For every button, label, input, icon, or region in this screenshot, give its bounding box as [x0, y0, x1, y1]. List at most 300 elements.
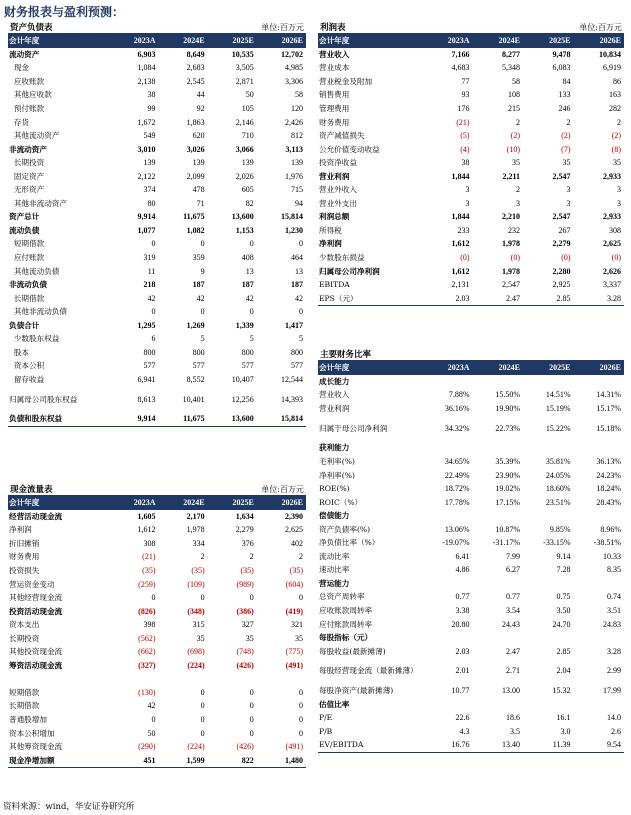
cell-value: 3,505	[235, 63, 254, 73]
cell-value: 14.51%	[545, 390, 571, 400]
cash-flow-title: 现金流量表	[10, 485, 53, 495]
cell-value: 2,170	[186, 511, 205, 521]
cell-value	[573, 509, 624, 523]
table-row	[318, 496, 624, 510]
table-row	[318, 116, 624, 130]
cell-value: 451	[143, 755, 156, 765]
cell-value: (35)	[142, 565, 156, 575]
table-row	[8, 713, 306, 727]
row-label: 净利率(%)	[319, 470, 355, 480]
row-label: 利润总额	[319, 212, 350, 222]
cell-value: 2,279	[552, 239, 571, 249]
cell-value: 16.76	[451, 740, 470, 750]
cell-value: 23.90%	[495, 470, 520, 480]
column-header-year: 2023A	[422, 361, 472, 375]
cell-value	[257, 673, 306, 687]
cell-value: 800	[291, 347, 303, 357]
cell-value: 1,599	[186, 755, 205, 765]
cell-value: 2,279	[235, 525, 254, 535]
cell-value: 17.78%	[444, 497, 470, 507]
income-statement-unit: 单位:百万元	[579, 23, 622, 32]
cell-value: 0	[249, 728, 254, 738]
column-header-year: 2025E	[523, 34, 573, 48]
row-label: 经营活动现金流	[9, 511, 63, 521]
cell-value: 139	[291, 158, 303, 168]
cell-value: 0	[200, 728, 205, 738]
table-row	[318, 224, 624, 238]
cell-value: 0	[200, 687, 205, 697]
table-row	[8, 564, 306, 578]
cell-value: 105	[241, 103, 254, 113]
cell-value: 5,348	[502, 63, 520, 73]
cell-value: 577	[241, 361, 254, 371]
cell-value: 710	[241, 131, 254, 141]
column-header-year: 2023A	[422, 34, 472, 48]
row-label: 少数股东权益	[9, 334, 60, 344]
table-row	[318, 536, 624, 550]
cell-value: 18.24%	[596, 484, 621, 494]
row-label: 长期借款	[9, 701, 40, 711]
row-label: P/B	[319, 726, 333, 736]
row-label: 营运能力	[319, 578, 350, 588]
table-row	[318, 89, 624, 103]
table-row	[318, 658, 624, 684]
row-label: 营业成本	[319, 63, 350, 73]
cell-value: 8,552	[186, 374, 205, 384]
cell-value: 0	[299, 714, 303, 724]
cell-value: 10,834	[599, 49, 621, 59]
cell-value: 0	[299, 701, 303, 711]
row-label: EPS（元）	[319, 293, 358, 303]
table-row	[8, 659, 306, 673]
cell-value: 77	[461, 76, 470, 86]
cell-value: 187	[241, 280, 254, 290]
table-row	[318, 577, 624, 591]
column-header-year: 2026E	[573, 34, 624, 48]
cash-flow-header-row	[8, 496, 306, 510]
cell-value: (4)	[460, 144, 470, 154]
row-label: 净利润	[9, 525, 32, 535]
table-row	[318, 455, 624, 469]
row-label: 净利润	[319, 239, 342, 249]
cell-value: 8.96%	[600, 524, 621, 534]
cell-value: 2,933	[603, 171, 621, 181]
cell-value: 715	[291, 185, 303, 195]
cell-value	[523, 442, 573, 456]
cell-value: 3.38	[455, 605, 470, 615]
table-row	[8, 510, 306, 524]
row-label: 每股指标（元）	[319, 633, 373, 643]
row-label: 偿债能力	[319, 511, 350, 521]
cell-value: 3,113	[285, 144, 303, 154]
table-row	[8, 156, 306, 170]
cell-value: (2)	[510, 131, 520, 141]
table-row	[318, 402, 624, 416]
cell-value: (491)	[285, 660, 303, 670]
balance-sheet-header	[8, 17, 306, 34]
cell-value: (259)	[138, 579, 156, 589]
cell-value: (419)	[285, 606, 303, 616]
cell-value: 93	[461, 90, 470, 100]
table-row	[318, 482, 624, 496]
cell-value: 577	[143, 361, 156, 371]
table-row	[8, 537, 306, 551]
row-label: 其他非流动资产	[9, 198, 67, 208]
cell-value: 2,211	[502, 171, 520, 181]
table-row	[318, 75, 624, 89]
cell-value: 4,683	[451, 63, 470, 73]
cell-value: 1,844	[451, 171, 470, 181]
row-label: EBITDA	[319, 280, 350, 290]
row-label: 其他流动负债	[9, 266, 60, 276]
cell-value	[422, 375, 472, 389]
cell-value: (10)	[506, 144, 520, 154]
row-label: 归属母公司净利润	[319, 266, 380, 276]
cell-value: 35.81%	[545, 456, 571, 466]
table-row	[318, 645, 624, 659]
cell-value: 376	[241, 538, 254, 548]
cell-value: 22.6	[455, 713, 470, 723]
cell-value: (826)	[138, 606, 156, 616]
cell-value: (327)	[138, 660, 156, 670]
cell-value	[573, 442, 624, 456]
row-label: 投资净收益	[319, 158, 357, 168]
cell-value: 11	[147, 266, 156, 276]
cell-value: 2,426	[285, 117, 303, 127]
cell-value: 3	[465, 198, 470, 208]
table-row	[8, 238, 306, 252]
cell-value: 246	[558, 103, 571, 113]
cell-value: 2	[516, 117, 520, 127]
cell-value: 577	[291, 361, 303, 371]
row-label: 资产总计	[9, 212, 40, 222]
cell-value	[422, 631, 472, 645]
cell-value: (662)	[138, 647, 156, 657]
row-label: 归属母公司股东权益	[9, 394, 78, 404]
cell-value: 3	[566, 198, 571, 208]
cell-value: 374	[143, 185, 156, 195]
row-label: 留存收益	[9, 374, 45, 384]
cell-value: 19.02%	[495, 484, 520, 494]
cell-value: 6.27	[506, 565, 520, 575]
cell-value: 50	[245, 90, 254, 100]
cell-value: 42	[147, 293, 156, 303]
cell-value: (491)	[285, 742, 303, 752]
cell-value: (21)	[142, 552, 156, 562]
cell-value: 0	[151, 593, 156, 603]
cell-value: 1,612	[137, 525, 156, 535]
table-row	[318, 375, 624, 389]
income-statement-section	[318, 17, 624, 306]
cell-value: 38	[461, 158, 470, 168]
cell-value: 42	[196, 293, 205, 303]
cell-value: 9	[200, 266, 205, 276]
cell-value: 58	[512, 76, 520, 86]
cell-value: 2,131	[451, 280, 470, 290]
cell-value: 10,401	[182, 394, 205, 404]
cell-value: 800	[143, 347, 156, 357]
cell-value: 2.03	[455, 646, 470, 656]
cell-value: 80	[147, 198, 156, 208]
cell-value: 3	[617, 185, 621, 195]
column-header-label: 会计年度	[318, 361, 422, 375]
row-label: 流动资产	[9, 49, 40, 59]
cell-value: 1,084	[137, 63, 156, 73]
row-label: 销售费用	[319, 90, 350, 100]
cell-value: 2.99	[607, 666, 621, 676]
column-header-year: 2024E	[158, 496, 207, 510]
cell-value: 99	[147, 103, 156, 113]
cell-value: 9,478	[552, 49, 571, 59]
row-label: 长期投资	[9, 633, 40, 643]
cell-value: (109)	[187, 579, 205, 589]
table-row	[8, 89, 306, 103]
cell-value: (35)	[289, 565, 303, 575]
cell-value: 334	[192, 538, 205, 548]
income-statement-title: 利润表	[320, 23, 346, 33]
cell-value: (775)	[285, 647, 303, 657]
cell-value: 2.85	[556, 293, 571, 303]
cell-value: 139	[241, 158, 254, 168]
cell-value: 0	[249, 714, 254, 724]
table-row	[318, 197, 624, 211]
cell-value: 2	[299, 552, 303, 562]
cell-value: 0.75	[556, 592, 571, 602]
cell-value	[473, 577, 523, 591]
table-row	[8, 591, 306, 605]
cell-value: -19.07%	[442, 538, 470, 548]
cell-value: 0	[200, 307, 205, 317]
cell-value: 327	[241, 620, 254, 630]
cell-value	[473, 509, 523, 523]
cell-value: 577	[192, 361, 205, 371]
cell-value: 7.88%	[448, 390, 470, 400]
row-label: 总资产周转率	[319, 592, 365, 602]
cell-value: 2,390	[285, 511, 303, 521]
cell-value	[473, 375, 523, 389]
row-label: 毛利率(%)	[319, 456, 355, 466]
cell-value: 18.72%	[444, 484, 470, 494]
cell-value: 82	[245, 198, 254, 208]
cell-value: 1,153	[235, 225, 254, 235]
cell-value: 232	[508, 225, 520, 235]
cell-value: 7,166	[451, 49, 470, 59]
cell-value: 3.51	[607, 605, 621, 615]
cell-value: 22.49%	[444, 470, 470, 480]
cell-value: 8.35	[607, 565, 621, 575]
cell-value: 812	[291, 131, 303, 141]
cell-value: 5	[299, 334, 303, 344]
cell-value: 2	[566, 117, 571, 127]
cell-value: 0	[151, 714, 156, 724]
row-label: 营业收入	[319, 390, 350, 400]
cell-value: -38.51%	[593, 538, 621, 548]
table-row	[318, 143, 624, 157]
cell-value	[523, 631, 573, 645]
cell-value: 2.6	[611, 726, 621, 736]
table-row	[8, 332, 306, 346]
cell-value: 0.77	[506, 592, 520, 602]
cell-value: 1,672	[137, 117, 156, 127]
cell-value: -31.17%	[492, 538, 520, 548]
cell-value: 36.16%	[444, 403, 470, 413]
cell-value: 2,099	[186, 171, 205, 181]
cell-value: 2	[617, 117, 621, 127]
cell-value: 2	[516, 185, 520, 195]
cell-value: 2,122	[137, 171, 156, 181]
row-label: 每股经营现金流（最新摊薄）	[319, 666, 418, 676]
cell-value: 22.73%	[495, 423, 520, 433]
cell-value	[422, 442, 472, 456]
row-label: 资本支出	[9, 620, 40, 630]
row-label: 财务费用	[319, 117, 350, 127]
cell-value: 35.39%	[495, 456, 520, 466]
cell-value: 12,702	[281, 49, 303, 59]
cell-value	[523, 509, 573, 523]
cell-value: 8,277	[502, 49, 520, 59]
row-label: 筹资活动现金流	[9, 660, 63, 670]
cell-value: 2,925	[552, 280, 571, 290]
column-header-year: 2023A	[109, 34, 158, 48]
cell-value: 2.03	[455, 293, 470, 303]
row-label: 营业利润	[319, 171, 350, 181]
cell-value: 133	[558, 90, 571, 100]
row-label: 应收账款	[9, 76, 45, 86]
cell-value: 84	[562, 76, 571, 86]
table-row	[8, 62, 306, 76]
cell-value: 1,082	[186, 225, 205, 235]
cell-value: 14.0	[607, 713, 621, 723]
cell-value: 2,547	[552, 212, 571, 222]
cell-value: 11.39	[552, 740, 571, 750]
row-label: 其他应收款	[9, 90, 52, 100]
table-row	[8, 578, 306, 592]
cell-value: 2,625	[285, 525, 303, 535]
table-row	[8, 373, 306, 387]
table-row	[8, 48, 306, 62]
cell-value: 176	[457, 103, 470, 113]
row-label: 现金	[9, 63, 30, 73]
cell-value: 5	[249, 334, 254, 344]
cell-value: 8,649	[186, 49, 205, 59]
table-row	[8, 224, 306, 238]
cell-value: 620	[192, 131, 205, 141]
row-label: 成长能力	[319, 376, 350, 386]
cell-value: 282	[609, 103, 621, 113]
cell-value	[473, 698, 523, 712]
cell-value: (698)	[187, 647, 205, 657]
cell-value: 163	[609, 90, 621, 100]
row-label: 所得税	[319, 225, 342, 235]
row-label: 固定资产	[9, 171, 45, 181]
cell-value: 1,976	[285, 171, 303, 181]
balance-sheet-table	[8, 34, 306, 427]
cell-value: 12,256	[231, 394, 254, 404]
cell-value: 15.18%	[596, 423, 621, 433]
table-row	[8, 618, 306, 632]
cell-value: 3.28	[607, 646, 621, 656]
cell-value	[422, 577, 472, 591]
income-statement-header-row	[318, 34, 624, 48]
cell-value: 3	[566, 185, 571, 195]
cell-value	[208, 673, 257, 687]
cell-value: 218	[143, 280, 156, 290]
cell-value: 24.05%	[545, 470, 571, 480]
cell-value: 0	[299, 728, 303, 738]
row-label: 资产负债率(%)	[319, 524, 371, 534]
cell-value: 1,339	[235, 320, 254, 330]
cell-value: 315	[192, 620, 205, 630]
cell-value: 19.90%	[495, 403, 520, 413]
table-row	[8, 727, 306, 741]
cell-value: 822	[241, 755, 254, 765]
table-row	[318, 265, 624, 279]
cell-value: 42	[147, 701, 156, 711]
cell-value: 0	[249, 307, 254, 317]
cell-value: 24.83	[603, 619, 621, 629]
cell-value: 1,978	[186, 525, 205, 535]
row-label: 流动负债	[9, 225, 40, 235]
cell-value: 15,814	[281, 212, 303, 222]
cell-value: (748)	[236, 647, 254, 657]
row-label: 存货	[9, 117, 30, 127]
table-row	[8, 413, 306, 427]
row-label: 速动比率	[319, 565, 350, 575]
table-row	[8, 183, 306, 197]
cell-value: (130)	[138, 687, 156, 697]
table-row	[8, 673, 306, 687]
table-row	[8, 129, 306, 143]
cell-value: 2,280	[552, 266, 571, 276]
table-row	[8, 251, 306, 265]
cell-value	[523, 577, 573, 591]
cell-value: 3,066	[235, 144, 254, 154]
cell-value: (562)	[138, 633, 156, 643]
cell-value: 3.0	[560, 726, 571, 736]
row-label: 折旧摊销	[9, 538, 40, 548]
cell-value: 10,407	[231, 374, 254, 384]
table-row	[318, 129, 624, 143]
cell-value: 6,919	[603, 63, 621, 73]
column-header-year: 2026E	[257, 496, 306, 510]
table-row	[8, 645, 306, 659]
cell-value	[573, 698, 624, 712]
row-label: 应付账款	[9, 252, 45, 262]
cell-value: 20.80	[451, 619, 470, 629]
cell-value: 800	[241, 347, 254, 357]
row-label: 少数股东损益	[319, 252, 365, 262]
cell-value	[109, 673, 158, 687]
cell-value: 23.51%	[545, 497, 571, 507]
table-row	[8, 524, 306, 538]
cell-value: 50	[147, 728, 156, 738]
table-row	[8, 605, 306, 619]
row-label: 净负债比率（%）	[319, 538, 380, 548]
cell-value: (426)	[236, 742, 254, 752]
row-label: 归属于母公司净利润	[319, 423, 388, 433]
cell-value: 215	[508, 103, 520, 113]
cell-value: 13	[245, 266, 254, 276]
cell-value: 4,985	[285, 63, 303, 73]
table-row	[8, 170, 306, 184]
cell-value: 0.77	[455, 592, 470, 602]
table-row	[318, 102, 624, 116]
table-row	[318, 469, 624, 483]
cell-value: (35)	[240, 565, 254, 575]
table-row	[318, 170, 624, 184]
cell-value: 5	[200, 334, 205, 344]
cell-value: 1,634	[235, 511, 254, 521]
